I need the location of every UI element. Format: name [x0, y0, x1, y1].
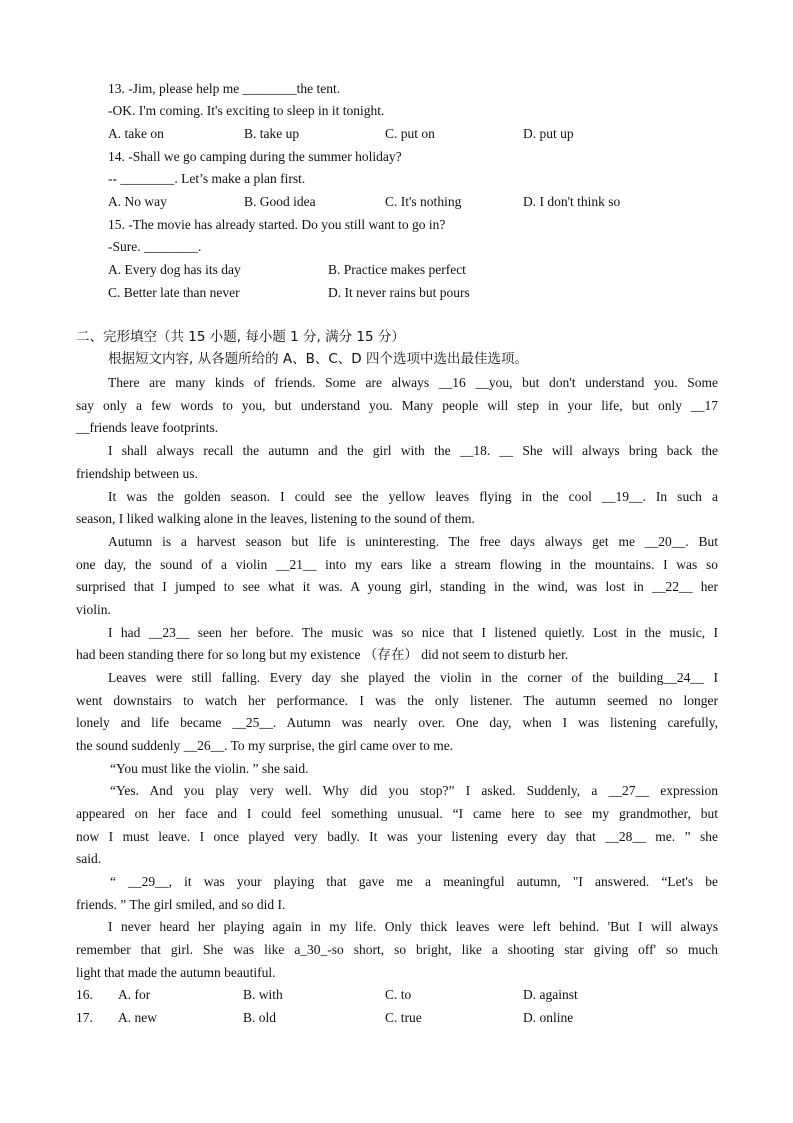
passage-line: now I must leave. I once played very badly. It was your listening every day that __28__ me. ” she: [76, 829, 718, 844]
question-15-option-d: D. It never rains but pours: [328, 285, 470, 300]
answer-17-option-a: A. new: [118, 1010, 157, 1025]
question-14-dialogue: -- ________. Let’s make a plan first.: [108, 171, 306, 186]
passage-line: “ __29__, it was your playing that gave me a meaningful autumn, "I answered. “Let's be: [110, 874, 718, 889]
passage-line: surprised that I jumped to see what it was. A young girl, standing in the wind, was lost in __22__ her: [76, 579, 718, 594]
section-heading: 二、完形填空（共 15 小题, 每小题 1 分, 满分 15 分）: [76, 329, 405, 345]
question-15-stem: 15. -The movie has already started. Do you still want to go in?: [108, 217, 446, 232]
passage-line: season, I liked walking alone in the leaves, listening to the sound of them.: [76, 511, 475, 526]
answer-17-option-b: B. old: [243, 1010, 277, 1025]
passage-line: I had __23__ seen her before. The music was so nice that I listened quietly. Lost in the music, I: [108, 625, 718, 640]
question-14-option-d: D. I don't think so: [523, 194, 621, 209]
answer-16-option-a: A. for: [118, 987, 151, 1002]
passage-line: It was the golden season. I could see the yellow leaves flying in the cool __19__. In such a: [108, 489, 718, 504]
passage-line: the sound suddenly __26__. To my surprise, the girl came over to me.: [76, 738, 454, 753]
passage-line: “Yes. And you play very well. Why did you stop?” I asked. Suddenly, a __27__ expression: [110, 783, 718, 798]
question-13-option-c: C. put on: [385, 126, 435, 141]
passage-line: remember that girl. She was like a_30_-so short, so bright, like a shooting star giving off' so much: [76, 942, 718, 957]
passage-line: had been standing there for so long but my existence （存在） did not seem to disturb her.: [76, 647, 569, 662]
question-14-option-a: A. No way: [108, 194, 167, 209]
passage-line: light that made the autumn beautiful.: [76, 965, 276, 980]
question-15-dialogue: -Sure. ________.: [108, 239, 202, 254]
passage-line: __friends leave footprints.: [76, 420, 219, 435]
question-13-stem: 13. -Jim, please help me ________the tent.: [108, 81, 341, 96]
question-13-option-b: B. take up: [244, 126, 300, 141]
passage-line: Leaves were still falling. Every day she played the violin in the corner of the building__24__ I: [108, 670, 718, 685]
passage-line: said.: [76, 851, 102, 866]
question-13-dialogue: -OK. I'm coming. It's exciting to sleep in it tonight.: [108, 103, 385, 118]
passage-line: I never heard her playing again in my life. Only thick leaves were left behind. 'But I will always: [108, 919, 718, 934]
passage-line: Autumn is a harvest season but life is uninteresting. The free days always get me __20__. But: [108, 534, 718, 549]
answer-16-option-d: D. against: [523, 987, 578, 1002]
passage-line: say only a few words to you, but understand you. Many people will step in your life, but only __17: [76, 398, 718, 413]
question-15-option-a: A. Every dog has its day: [108, 262, 241, 277]
passage-line: one day, the sound of a violin __21__ into my ears like a stream flowing in the mountains. I was so: [76, 557, 718, 572]
section-instruction: 根据短文内容, 从各题所给的 A、B、C、D 四个选项中选出最佳选项。: [108, 351, 528, 367]
passage-line: I shall always recall the autumn and the girl with the __18. __ She will always bring back the: [108, 443, 718, 458]
passage-line: went downstairs to watch her performance. I was the only listener. The autumn seemed no longer: [76, 693, 718, 708]
question-13-option-d: D. put up: [523, 126, 574, 141]
passage-line: friends. ” The girl smiled, and so did I.: [76, 897, 286, 912]
question-14-option-c: C. It's nothing: [385, 194, 462, 209]
question-15-option-b: B. Practice makes perfect: [328, 262, 466, 277]
passage-line: “You must like the violin. ” she said.: [110, 761, 309, 776]
answer-17-option-c: C. true: [385, 1010, 422, 1025]
passage-line: violin.: [76, 602, 111, 617]
answer-16-number: 16.: [76, 987, 93, 1002]
answer-16-option-c: C. to: [385, 987, 412, 1002]
passage-line: friendship between us.: [76, 466, 198, 481]
passage-line: There are many kinds of friends. Some are always __16 __you, but don't understand you. Some: [108, 375, 718, 390]
answer-17-number: 17.: [76, 1010, 93, 1025]
question-13-option-a: A. take on: [108, 126, 164, 141]
passage-line: appeared on her face and I could feel something unusual. “I came here to see my grandmother, but: [76, 806, 718, 821]
question-14-stem: 14. -Shall we go camping during the summer holiday?: [108, 149, 402, 164]
question-14-option-b: B. Good idea: [244, 194, 316, 209]
passage-line: lonely and life became __25__. Autumn was nearly over. One day, when I was listening carefully,: [76, 715, 718, 730]
question-15-option-c: C. Better late than never: [108, 285, 240, 300]
answer-17-option-d: D. online: [523, 1010, 574, 1025]
answer-16-option-b: B. with: [243, 987, 283, 1002]
